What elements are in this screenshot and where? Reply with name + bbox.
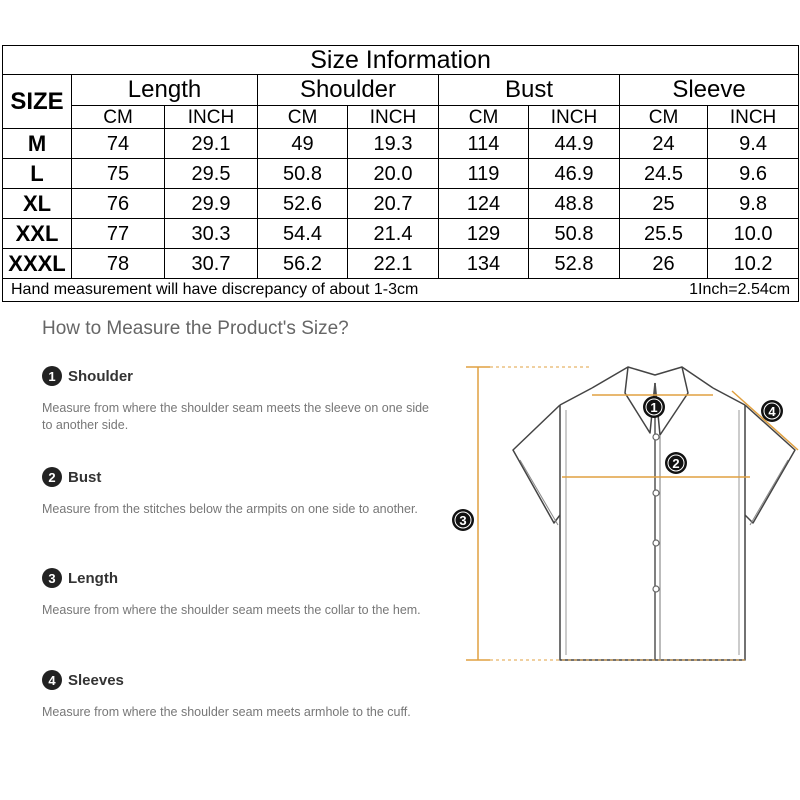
step-number-badge: 2 (42, 467, 62, 487)
table-cell: 24.5 (620, 159, 708, 189)
unit-header: CM (258, 106, 348, 129)
step-label: Length (68, 569, 118, 587)
table-cell: 78 (72, 249, 165, 279)
table-cell: 19.3 (348, 129, 439, 159)
size-label: XL (3, 189, 72, 219)
table-cell: 50.8 (258, 159, 348, 189)
table-cell: 54.4 (258, 219, 348, 249)
group-header-shoulder: Shoulder (258, 75, 439, 106)
size-table (2, 45, 799, 302)
group-header-sleeve: Sleeve (620, 75, 799, 106)
measurement-note: Hand measurement will have discrepancy of about 1-3cm (11, 281, 419, 298)
step-number-badge: 4 (42, 670, 62, 690)
table-cell: 29.1 (165, 129, 258, 159)
unit-header: INCH (529, 106, 620, 129)
table-cell: 22.1 (348, 249, 439, 279)
table-cell: 75 (72, 159, 165, 189)
step-length (42, 568, 442, 619)
table-cell: 124 (439, 189, 529, 219)
table-cell: 20.7 (348, 189, 439, 219)
group-header-bust: Bust (439, 75, 620, 106)
table-cell: 74 (72, 129, 165, 159)
button-icon (653, 434, 659, 440)
size-label: L (3, 159, 72, 189)
step-shoulder (42, 366, 442, 434)
step-bust (42, 467, 442, 518)
marker-4 (761, 400, 783, 422)
table-title: Size Information (3, 46, 799, 75)
marker-number: 4 (768, 404, 776, 419)
table-cell: 129 (439, 219, 529, 249)
size-label: XXXL (3, 249, 72, 279)
step-label: Shoulder (68, 367, 134, 385)
table-cell: 29.5 (165, 159, 258, 189)
table-cell: 119 (439, 159, 529, 189)
table-cell: 134 (439, 249, 529, 279)
table-cell: 48.8 (529, 189, 620, 219)
table-cell: 77 (72, 219, 165, 249)
table-row (3, 189, 799, 219)
table-cell: 49 (258, 129, 348, 159)
table-cell: 52.6 (258, 189, 348, 219)
table-cell: 21.4 (348, 219, 439, 249)
marker-number: 1 (650, 400, 658, 415)
table-footer (3, 279, 799, 302)
button-icon (653, 490, 659, 496)
table-cell: 30.3 (165, 219, 258, 249)
step-sleeves (42, 670, 442, 721)
table-cell: 26 (620, 249, 708, 279)
table-cell: 50.8 (529, 219, 620, 249)
unit-header: CM (620, 106, 708, 129)
table-row (3, 249, 799, 279)
table-cell: 25.5 (620, 219, 708, 249)
marker-3 (452, 509, 474, 531)
measurement-lines (466, 367, 798, 660)
table-cell: 10.0 (708, 219, 799, 249)
button-icon (653, 540, 659, 546)
marker-number: 3 (459, 513, 467, 528)
guide-title: How to Measure the Product's Size? (42, 318, 349, 339)
step-description: Measure from where the shoulder seam meets the sleeve on one side to another side. (42, 401, 430, 432)
step-description: Measure from the stitches below the armpits on one side to another. (42, 502, 418, 516)
step-number-badge: 1 (42, 366, 62, 386)
unit-header: INCH (708, 106, 799, 129)
size-column-header: SIZE (3, 75, 72, 129)
size-label: XXL (3, 219, 72, 249)
table-row (3, 159, 799, 189)
table-cell: 52.8 (529, 249, 620, 279)
step-description: Measure from where the shoulder seam meets the collar to the hem. (42, 603, 421, 617)
table-cell: 25 (620, 189, 708, 219)
table-cell: 44.9 (529, 129, 620, 159)
table-row (3, 219, 799, 249)
unit-conversion-note: 1Inch=2.54cm (689, 281, 791, 298)
size-label: M (3, 129, 72, 159)
table-cell: 30.7 (165, 249, 258, 279)
shirt-measurement-diagram (450, 355, 800, 675)
table-cell: 29.9 (165, 189, 258, 219)
marker-1 (643, 396, 665, 418)
unit-header: INCH (165, 106, 258, 129)
table-cell: 9.6 (708, 159, 799, 189)
table-cell: 114 (439, 129, 529, 159)
step-description: Measure from where the shoulder seam meets armhole to the cuff. (42, 705, 411, 719)
unit-header: INCH (348, 106, 439, 129)
marker-2 (665, 452, 687, 474)
step-number-badge: 3 (42, 568, 62, 588)
table-cell: 20.0 (348, 159, 439, 189)
table-cell: 10.2 (708, 249, 799, 279)
button-icon (653, 586, 659, 592)
table-cell: 9.8 (708, 189, 799, 219)
unit-header: CM (439, 106, 529, 129)
table-cell: 46.9 (529, 159, 620, 189)
table-cell: 24 (620, 129, 708, 159)
table-cell: 9.4 (708, 129, 799, 159)
unit-header: CM (72, 106, 165, 129)
marker-number: 2 (672, 456, 680, 471)
group-header-length: Length (72, 75, 258, 106)
table-cell: 56.2 (258, 249, 348, 279)
step-label: Sleeves (68, 671, 124, 689)
table-cell: 76 (72, 189, 165, 219)
table-row (3, 129, 799, 159)
step-label: Bust (68, 468, 102, 486)
